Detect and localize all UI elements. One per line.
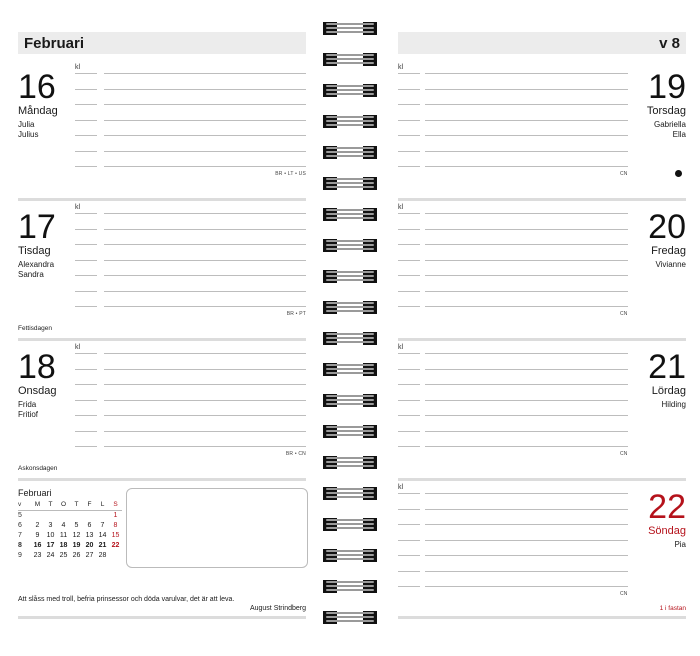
time-line: [398, 384, 420, 385]
date-cell: 20: [85, 542, 94, 549]
time-line: [75, 260, 97, 261]
date-cell: [44, 511, 57, 522]
day-block-18: [18, 338, 306, 472]
writing-line[interactable]: [425, 415, 628, 416]
day-number: 16: [18, 68, 56, 106]
timezone-code: BR • PT: [286, 311, 306, 317]
writing-line[interactable]: [425, 244, 628, 245]
spiral-ring: [318, 235, 382, 255]
full-moon-icon: [675, 170, 682, 177]
week-number-cell: 8: [18, 542, 22, 549]
col-header: M: [31, 500, 44, 511]
writing-line[interactable]: [425, 275, 628, 276]
date-cell: 25: [59, 552, 68, 559]
writing-line[interactable]: [425, 291, 628, 292]
time-line: [398, 415, 420, 416]
writing-line[interactable]: [104, 135, 306, 136]
time-line: [398, 166, 420, 167]
date-cell: 23: [33, 552, 42, 559]
weekday: Måndag: [18, 105, 58, 117]
date-cell: 28: [98, 552, 107, 559]
date-cell: 13: [85, 532, 94, 539]
writing-line[interactable]: [425, 151, 628, 152]
timezone-code: CN: [620, 311, 628, 317]
kl-label: kl: [398, 204, 404, 211]
day-number: 21: [648, 348, 686, 386]
spiral-ring: [318, 80, 382, 100]
writing-line[interactable]: [425, 384, 628, 385]
spiral-ring: [318, 452, 382, 472]
writing-line[interactable]: [104, 353, 306, 354]
weekday: Fredag: [651, 245, 686, 257]
page-bottom-line: [18, 616, 306, 619]
writing-line[interactable]: [104, 166, 306, 167]
day-number: 22: [648, 488, 686, 526]
spiral-ring: [318, 266, 382, 286]
day-separator: [18, 198, 306, 201]
date-cell: 5: [74, 522, 79, 529]
writing-line[interactable]: [425, 166, 628, 167]
date-cell: 21: [98, 542, 107, 549]
spiral-ring: [318, 545, 382, 565]
week-number-cell: 6: [18, 522, 22, 529]
spiral-ring: [318, 359, 382, 379]
time-line: [398, 540, 420, 541]
spiral-ring: [318, 173, 382, 193]
writing-line[interactable]: [104, 415, 306, 416]
time-line: [398, 120, 420, 121]
date-cell: 6: [87, 522, 92, 529]
time-line: [398, 509, 420, 510]
day-block-20: [398, 198, 686, 326]
time-line: [398, 151, 420, 152]
date-cell: 1: [113, 512, 118, 519]
time-line: [75, 213, 97, 214]
weekday: Lördag: [651, 385, 686, 397]
writing-line[interactable]: [104, 369, 306, 370]
writing-line[interactable]: [425, 213, 628, 214]
spiral-ring: [318, 297, 382, 317]
writing-line[interactable]: [425, 400, 628, 401]
time-line: [398, 555, 420, 556]
month-title: Februari: [24, 35, 85, 52]
time-line: [398, 431, 420, 432]
date-cell: 4: [61, 522, 66, 529]
writing-line[interactable]: [104, 244, 306, 245]
writing-line[interactable]: [425, 509, 628, 510]
spiral-ring: [318, 607, 382, 627]
time-line: [75, 89, 97, 90]
date-cell: 24: [46, 552, 55, 559]
date-cell: 18: [59, 542, 68, 549]
date-cell: 2: [35, 522, 40, 529]
right-page-header: [398, 32, 686, 54]
date-cell: 12: [72, 532, 81, 539]
time-line: [398, 291, 420, 292]
quote-author: August Strindberg: [249, 605, 306, 612]
time-line: [398, 586, 420, 587]
calendar-week-row: [18, 521, 122, 531]
time-line: [75, 73, 97, 74]
date-cell: 15: [111, 532, 120, 539]
date-cell: 7: [100, 522, 105, 529]
date-cell: 11: [59, 532, 68, 539]
writing-line[interactable]: [104, 229, 306, 230]
writing-line[interactable]: [104, 151, 306, 152]
col-header: O: [57, 500, 70, 511]
writing-line[interactable]: [425, 540, 628, 541]
day-block-16: [18, 58, 306, 186]
spiral-ring: [318, 18, 382, 38]
col-header: v: [18, 500, 31, 511]
time-line: [398, 571, 420, 572]
left-page-header: [18, 32, 306, 54]
mini-calendar-title: Februari: [18, 488, 52, 498]
writing-line[interactable]: [425, 493, 628, 494]
time-line: [75, 415, 97, 416]
col-header: S: [109, 500, 122, 511]
calendar-week-row: [18, 551, 122, 561]
spiral-ring: [318, 328, 382, 348]
day-separator: [18, 478, 306, 481]
writing-line[interactable]: [104, 104, 306, 105]
writing-line[interactable]: [104, 120, 306, 121]
date-cell: [57, 511, 70, 522]
col-header: F: [83, 500, 96, 511]
date-cell: 8: [113, 522, 118, 529]
time-line: [398, 73, 420, 74]
writing-line[interactable]: [104, 384, 306, 385]
date-cell: [70, 511, 83, 522]
timezone-code: BR • CN: [285, 451, 306, 457]
holiday-note: Askonsdagen: [18, 465, 58, 472]
day-separator: [18, 338, 306, 341]
time-line: [75, 104, 97, 105]
calendar-week-row: [18, 511, 122, 522]
writing-line[interactable]: [425, 120, 628, 121]
writing-line[interactable]: [425, 306, 628, 307]
writing-line[interactable]: [425, 524, 628, 525]
mini-calendar-table: [18, 500, 122, 561]
day-number: 19: [648, 68, 686, 106]
spiral-ring: [318, 49, 382, 69]
writing-line[interactable]: [425, 571, 628, 572]
time-line: [398, 244, 420, 245]
writing-line[interactable]: [104, 260, 306, 261]
day-number: 17: [18, 208, 56, 246]
time-line: [398, 369, 420, 370]
writing-line[interactable]: [425, 446, 628, 447]
time-line: [75, 229, 97, 230]
name-days: Alexandra Sandra: [18, 260, 55, 279]
spiral-ring: [318, 142, 382, 162]
date-cell: 3: [48, 522, 53, 529]
name-days: Frida Fritiof: [18, 400, 38, 419]
time-line: [398, 524, 420, 525]
writing-line[interactable]: [425, 369, 628, 370]
weekday: Söndag: [648, 525, 686, 537]
weekday: Tisdag: [18, 245, 51, 257]
time-line: [75, 275, 97, 276]
date-cell: [96, 511, 109, 522]
time-line: [398, 446, 420, 447]
time-line: [398, 353, 420, 354]
time-line: [398, 89, 420, 90]
writing-line[interactable]: [425, 555, 628, 556]
kl-label: kl: [398, 484, 404, 491]
col-header: T: [44, 500, 57, 511]
time-line: [75, 446, 97, 447]
calendar-week-row: [18, 531, 122, 541]
date-cell: 14: [98, 532, 107, 539]
writing-line[interactable]: [104, 400, 306, 401]
writing-line[interactable]: [425, 586, 628, 587]
writing-line[interactable]: [425, 73, 628, 74]
calendar-week-row: [18, 541, 122, 551]
time-line: [75, 306, 97, 307]
date-cell: 10: [46, 532, 55, 539]
writing-line[interactable]: [425, 89, 628, 90]
writing-line[interactable]: [425, 135, 628, 136]
weekday: Onsdag: [18, 385, 57, 397]
time-line: [398, 260, 420, 261]
day-separator: [398, 338, 686, 341]
week-number: v 8: [659, 35, 680, 52]
writing-line[interactable]: [425, 431, 628, 432]
week-number-cell: 5: [18, 512, 22, 519]
week-number-cell: 9: [18, 552, 22, 559]
name-days: Pia: [674, 540, 686, 549]
time-line: [398, 213, 420, 214]
name-days: Gabriella Ella: [653, 120, 686, 139]
time-line: [398, 400, 420, 401]
time-line: [398, 104, 420, 105]
notes-box[interactable]: [126, 488, 308, 568]
time-line: [75, 291, 97, 292]
writing-line[interactable]: [104, 275, 306, 276]
time-line: [75, 244, 97, 245]
date-cell: [109, 551, 122, 561]
quote-text: Att slåss med troll, befria prinsessor och döda varulvar, det är att leva.: [18, 596, 235, 603]
date-cell: [31, 511, 44, 522]
date-cell: 19: [72, 542, 81, 549]
timezone-code: CN: [620, 591, 628, 597]
col-header: L: [96, 500, 109, 511]
writing-line[interactable]: [104, 89, 306, 90]
holiday-note: Fettisdagen: [18, 325, 52, 332]
time-line: [75, 166, 97, 167]
spiral-ring: [318, 483, 382, 503]
day-number: 18: [18, 348, 56, 386]
time-line: [75, 431, 97, 432]
day-block-21: [398, 338, 686, 466]
kl-label: kl: [75, 64, 81, 71]
time-line: [398, 306, 420, 307]
mini-calendar: [18, 488, 122, 561]
time-line: [75, 369, 97, 370]
date-cell: 17: [46, 542, 55, 549]
kl-label: kl: [75, 344, 81, 351]
day-separator: [398, 478, 686, 481]
time-line: [398, 229, 420, 230]
kl-label: kl: [398, 344, 404, 351]
time-line: [75, 120, 97, 121]
date-cell: 26: [72, 552, 81, 559]
kl-label: kl: [75, 204, 81, 211]
day-number: 20: [648, 208, 686, 246]
name-days: Hilding: [661, 400, 686, 409]
writing-line[interactable]: [425, 353, 628, 354]
time-line: [75, 353, 97, 354]
name-days: Vivianne: [655, 260, 686, 269]
time-line: [75, 400, 97, 401]
spiral-ring: [318, 514, 382, 534]
date-cell: 22: [111, 542, 120, 549]
writing-line[interactable]: [425, 260, 628, 261]
writing-line[interactable]: [104, 73, 306, 74]
time-line: [398, 493, 420, 494]
spiral-ring: [318, 204, 382, 224]
day-block-17: [18, 198, 306, 332]
writing-line[interactable]: [104, 291, 306, 292]
day-block-22: [398, 478, 686, 618]
spiral-binding: [318, 18, 382, 638]
time-line: [398, 275, 420, 276]
writing-line[interactable]: [104, 306, 306, 307]
writing-line[interactable]: [425, 104, 628, 105]
spiral-ring: [318, 421, 382, 441]
time-line: [75, 151, 97, 152]
writing-line[interactable]: [104, 431, 306, 432]
holiday-note: 1 i fastan: [659, 605, 686, 612]
date-cell: [83, 511, 96, 522]
day-block-19: [398, 58, 686, 186]
writing-line[interactable]: [104, 446, 306, 447]
timezone-code: CN: [620, 171, 628, 177]
col-header: T: [70, 500, 83, 511]
weekday: Torsdag: [646, 105, 686, 117]
time-line: [75, 384, 97, 385]
writing-line[interactable]: [425, 229, 628, 230]
timezone-code: BR • LT • US: [275, 171, 306, 177]
name-days: Julia Julius: [18, 120, 39, 139]
date-cell: 16: [33, 542, 42, 549]
kl-label: kl: [398, 64, 404, 71]
page-bottom-line: [398, 616, 686, 619]
timezone-code: CN: [620, 451, 628, 457]
day-separator: [398, 198, 686, 201]
writing-line[interactable]: [104, 213, 306, 214]
date-cell: 27: [85, 552, 94, 559]
spiral-ring: [318, 390, 382, 410]
time-line: [398, 135, 420, 136]
time-line: [75, 135, 97, 136]
week-number-cell: 7: [18, 532, 22, 539]
date-cell: 9: [35, 532, 40, 539]
spiral-ring: [318, 111, 382, 131]
spiral-ring: [318, 576, 382, 596]
